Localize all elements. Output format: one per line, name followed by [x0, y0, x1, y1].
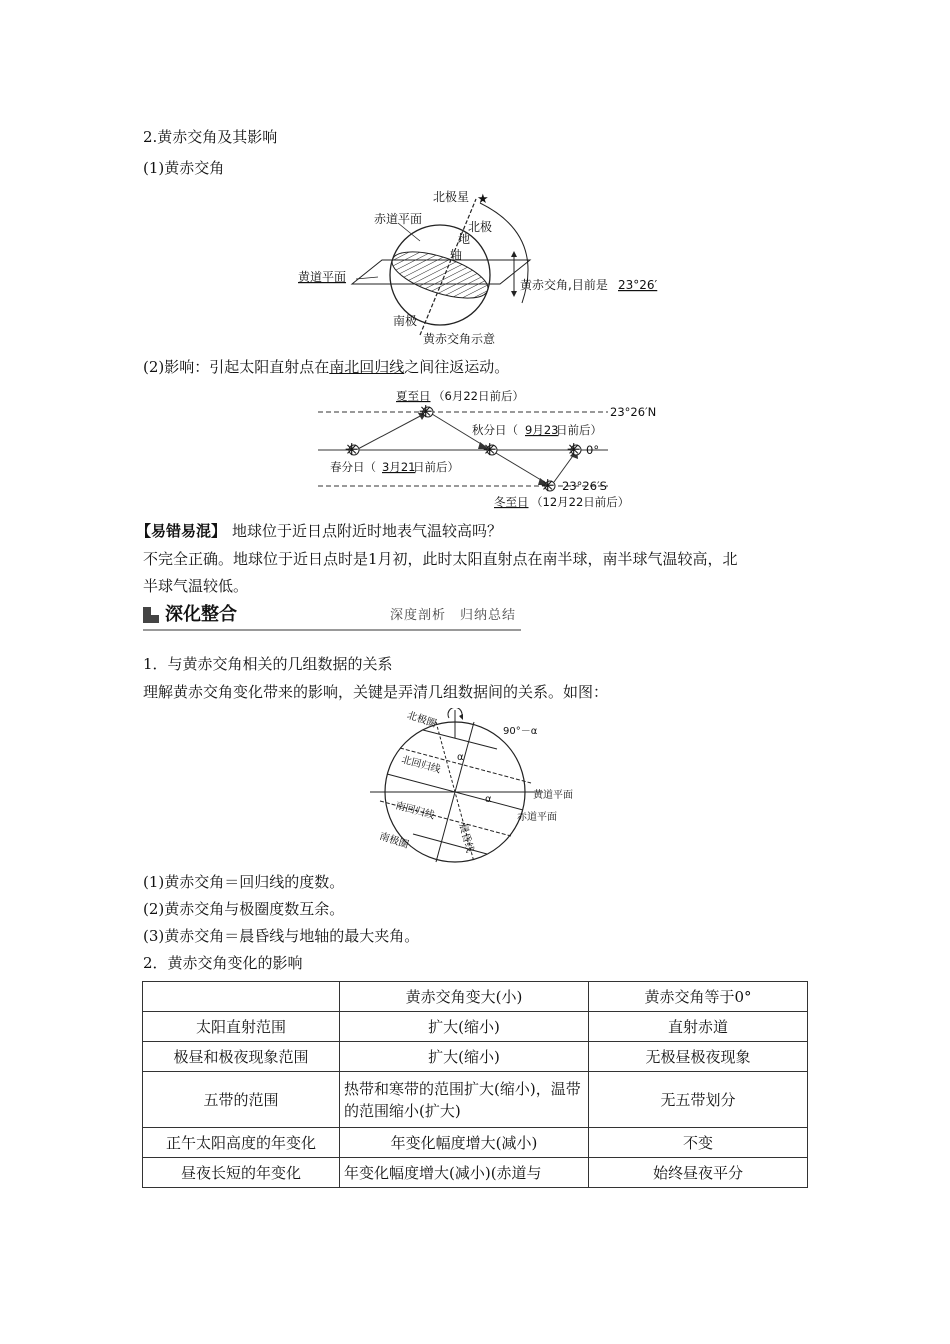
label-angle-90: 90°－α — [503, 726, 538, 737]
table-cell: 扩大(缩小) — [340, 1042, 589, 1072]
label-alpha-2: α — [485, 794, 492, 805]
label-tropic-s: 南回归线 — [394, 800, 436, 822]
influence-prefix: (2)影响：引起太阳直射点在 — [143, 358, 330, 376]
label-ecliptic: 黄道平面 — [533, 790, 573, 801]
mistake-answer-1: 不完全正确。地球位于近日点时是1月初，此时太阳直射点在南半球，南半球气温较高，北 — [143, 550, 738, 568]
table-cell: 极昼和极夜现象范围 — [143, 1042, 340, 1072]
label-autumn: 秋分日（ — [472, 423, 518, 437]
sun-icon-autumn — [483, 440, 497, 459]
table-cell: 直射赤道 — [589, 1012, 808, 1042]
mistake-line — [136, 521, 502, 541]
label-summer: 夏至日 — [396, 389, 431, 403]
table-cell: 年变化幅度增大(减小)(赤道与 — [340, 1158, 589, 1188]
table-cell: 无极昼极夜现象 — [589, 1042, 808, 1072]
sun-icon-equinox — [567, 440, 581, 459]
point1-heading: 1．与黄赤交角相关的几组数据的关系 — [143, 655, 393, 673]
label-spring-suffix: 日前后） — [413, 460, 459, 474]
label-lat-n: 23°26′N — [610, 405, 657, 419]
table-row — [143, 1042, 808, 1072]
influence-underlined: 南北回归线 — [329, 358, 405, 376]
obliquity-effects-table — [142, 981, 808, 1188]
label-ecliptic-plane: 黄道平面 — [298, 270, 347, 284]
mistake-tag: 【易错易混】 — [136, 522, 227, 540]
point2-heading: 2．黄赤交角变化的影响 — [143, 954, 303, 972]
label-angle-value: 23°26′ — [618, 278, 658, 292]
svg-text:✳: ✳ — [541, 476, 555, 495]
mistake-answer-2: 半球气温较低。 — [143, 577, 249, 595]
influence-line — [143, 357, 509, 377]
relation-1: (1)黄赤交角＝回归线的度数。 — [143, 873, 345, 891]
section-subtitle: 深度剖析 归纳总结 — [390, 608, 517, 623]
relation-3: (3)黄赤交角＝晨昏线与地轴的最大夹角。 — [143, 927, 420, 945]
point1-text: 理解黄赤交角变化带来的影响，关键是弄清几组数据间的关系。如图： — [143, 683, 609, 701]
svg-text:✳: ✳ — [419, 402, 433, 421]
label-winter-date: （12月22日前后） — [531, 495, 630, 509]
label-arctic-circle: 北极圈 — [405, 710, 438, 730]
table-cell: 昼夜长短的年变化 — [143, 1158, 340, 1188]
subheading-obliquity: (1)黄赤交角 — [143, 159, 225, 177]
table-header: 黄赤交角变大(小) — [340, 982, 589, 1012]
table-cell: 热带和寒带的范围扩大(缩小)，温带的范围缩小(扩大) — [340, 1072, 589, 1128]
label-south-pole: 南极 — [393, 314, 418, 328]
equator-plane — [387, 242, 493, 307]
figure-caption: 黄赤交角示意 — [423, 332, 496, 346]
table-row — [143, 1012, 808, 1042]
table-row — [143, 1128, 808, 1158]
label-alpha-1: α — [457, 752, 464, 763]
star-icon: ★ — [477, 192, 489, 207]
label-equator-plane: 赤道平面 — [374, 212, 423, 226]
table-cell: 五带的范围 — [143, 1072, 340, 1128]
sun-migration-diagram — [300, 385, 660, 515]
label-spring-date: 3月21 — [382, 460, 416, 474]
table-cell: 正午太阳高度的年变化 — [143, 1128, 340, 1158]
table-row — [143, 1158, 808, 1188]
table-cell: 扩大(缩小) — [340, 1012, 589, 1042]
label-angle: 黄赤交角,目前是 — [520, 278, 608, 292]
label-antarctic-circle: 南极圈 — [377, 831, 410, 851]
label-lat-s: 23°26′S — [562, 479, 607, 493]
table-header — [143, 982, 340, 1012]
table-cell: 无五带划分 — [589, 1072, 808, 1128]
table-cell: 年变化幅度增大(减小) — [340, 1128, 589, 1158]
relation-2: (2)黄赤交角与极圈度数互余。 — [143, 900, 345, 918]
label-axis-2: 轴 — [450, 248, 463, 262]
svg-text:✳: ✳ — [483, 440, 497, 459]
label-autumn-date: 9月23 — [525, 423, 559, 437]
label-equator: 赤道平面 — [517, 812, 557, 823]
svg-text:✳: ✳ — [567, 440, 581, 459]
label-north-star: 北极星 — [433, 190, 470, 204]
label-north-pole: 北极 — [468, 220, 493, 234]
table-header-row — [143, 982, 808, 1012]
table-cell: 太阳直射范围 — [143, 1012, 340, 1042]
table-cell: 不变 — [589, 1128, 808, 1158]
obliquity-diagram — [290, 185, 670, 355]
mistake-question: 地球位于近日点附近时地表气温较高吗？ — [232, 522, 503, 540]
section-marker-notch — [151, 607, 159, 615]
sun-icon-summer — [419, 402, 433, 421]
table-cell: 始终昼夜平分 — [589, 1158, 808, 1188]
globe-relation-diagram — [365, 708, 600, 864]
section-title: 深化整合 — [165, 604, 237, 625]
label-tropic-n: 北回归线 — [400, 754, 442, 776]
sun-icon-spring — [345, 440, 359, 459]
label-axis-1: 地 — [458, 232, 471, 246]
sun-icon-winter — [541, 476, 555, 495]
section-heading-2: 2.黄赤交角及其影响 — [143, 128, 278, 146]
table-row — [143, 1072, 808, 1128]
svg-text:✳: ✳ — [345, 440, 359, 459]
section-divider — [143, 629, 521, 631]
label-winter: 冬至日 — [494, 495, 529, 509]
label-lat-0: 0° — [586, 443, 600, 457]
label-autumn-suffix: 日前后） — [556, 423, 602, 437]
label-terminator: 晨昏线 — [456, 822, 475, 854]
label-summer-date: （6月22日前后） — [433, 389, 524, 403]
influence-suffix: 之间往返运动。 — [404, 358, 510, 376]
table-header: 黄赤交角等于0° — [589, 982, 808, 1012]
label-spring: 春分日（ — [330, 460, 376, 474]
